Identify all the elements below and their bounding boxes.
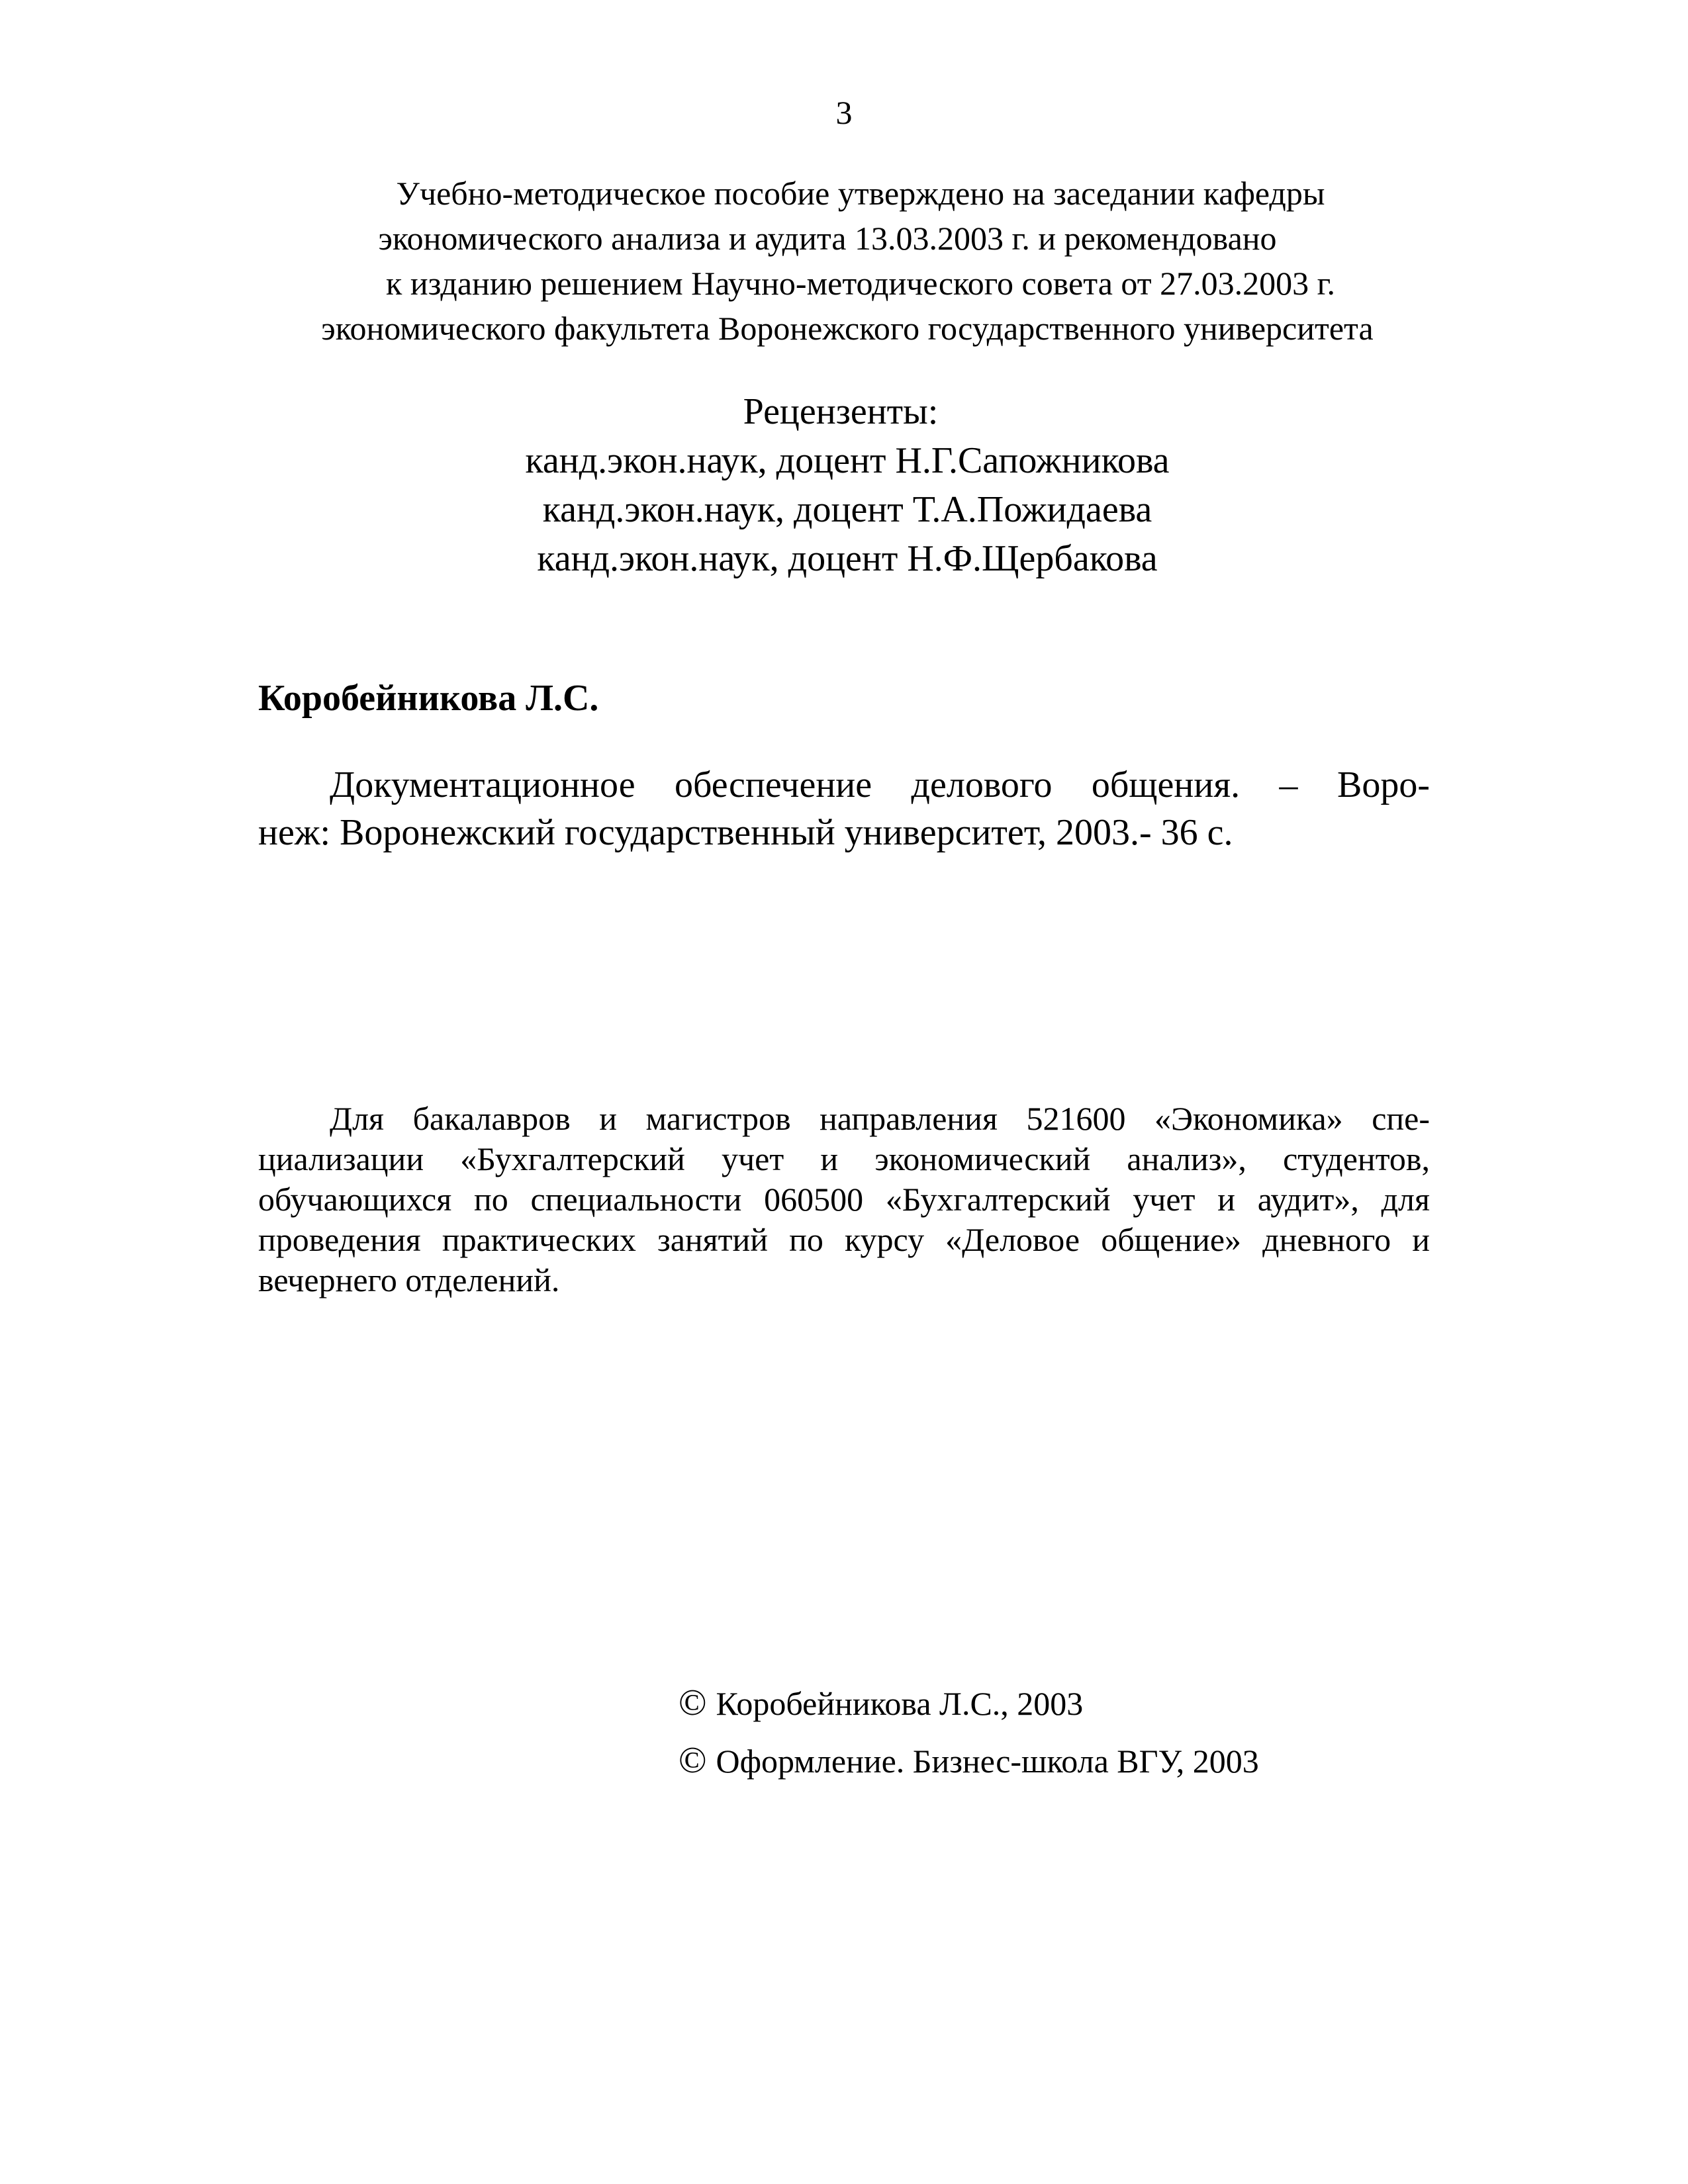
bib-line: Документационное обеспечение делового общения. – Воро- (330, 764, 1430, 805)
audience-line: циализации «Бухгалтерский учет и экономический анализ», студентов, (258, 1140, 1430, 1177)
reviewers-title: Рецензенты: (743, 391, 939, 432)
audience-line: проведения практических занятий по курсу «Деловое общение» дневного и (258, 1221, 1430, 1258)
approval-line: экономического анализа и аудита 13.03.2003 г. и рекомендовано (378, 220, 1277, 257)
audience-line: Для бакалавров и магистров направления 521600 «Экономика» спе- (330, 1100, 1430, 1137)
reviewer-item: канд.экон.наук, доцент Т.А.Пожидаева (542, 489, 1152, 530)
audience-line: обучающихся по специальности 060500 «Бухгалтерский учет и аудит», для (258, 1181, 1430, 1218)
copyright-item (679, 1674, 1259, 1732)
copyright-icon: © (679, 1682, 707, 1723)
bibliographic-description (258, 761, 1430, 856)
audience-line: вечернего отделений. (258, 1261, 560, 1298)
approval-line: Учебно-методическое пособие утверждено на заседании кафедры (396, 175, 1325, 212)
approval-line: к изданию решением Научно-методического совета от 27.03.2003 г. (386, 265, 1335, 302)
copyright-text: Оформление. Бизнес-школа ВГУ, 2003 (716, 1743, 1259, 1780)
approval-line: экономического факультета Воронежского государственного университета (321, 310, 1374, 347)
reviewers-block (0, 387, 1688, 583)
audience-note (258, 1099, 1430, 1300)
approval-note (252, 171, 1443, 351)
copyright-item (679, 1732, 1259, 1790)
copyright-text: Коробейникова Л.С., 2003 (716, 1685, 1084, 1722)
page-number: 3 (835, 94, 853, 131)
reviewer-item: канд.экон.наук, доцент Н.Ф.Щербакова (537, 538, 1158, 579)
author-name: Коробейникова Л.С. (258, 678, 599, 719)
reviewer-item: канд.экон.наук, доцент Н.Г.Сапожникова (525, 440, 1170, 481)
copyright-block (679, 1674, 1259, 1790)
copyright-icon: © (679, 1740, 707, 1781)
bib-line: неж: Воронежский государственный университет, 2003.- 36 с. (258, 812, 1233, 853)
